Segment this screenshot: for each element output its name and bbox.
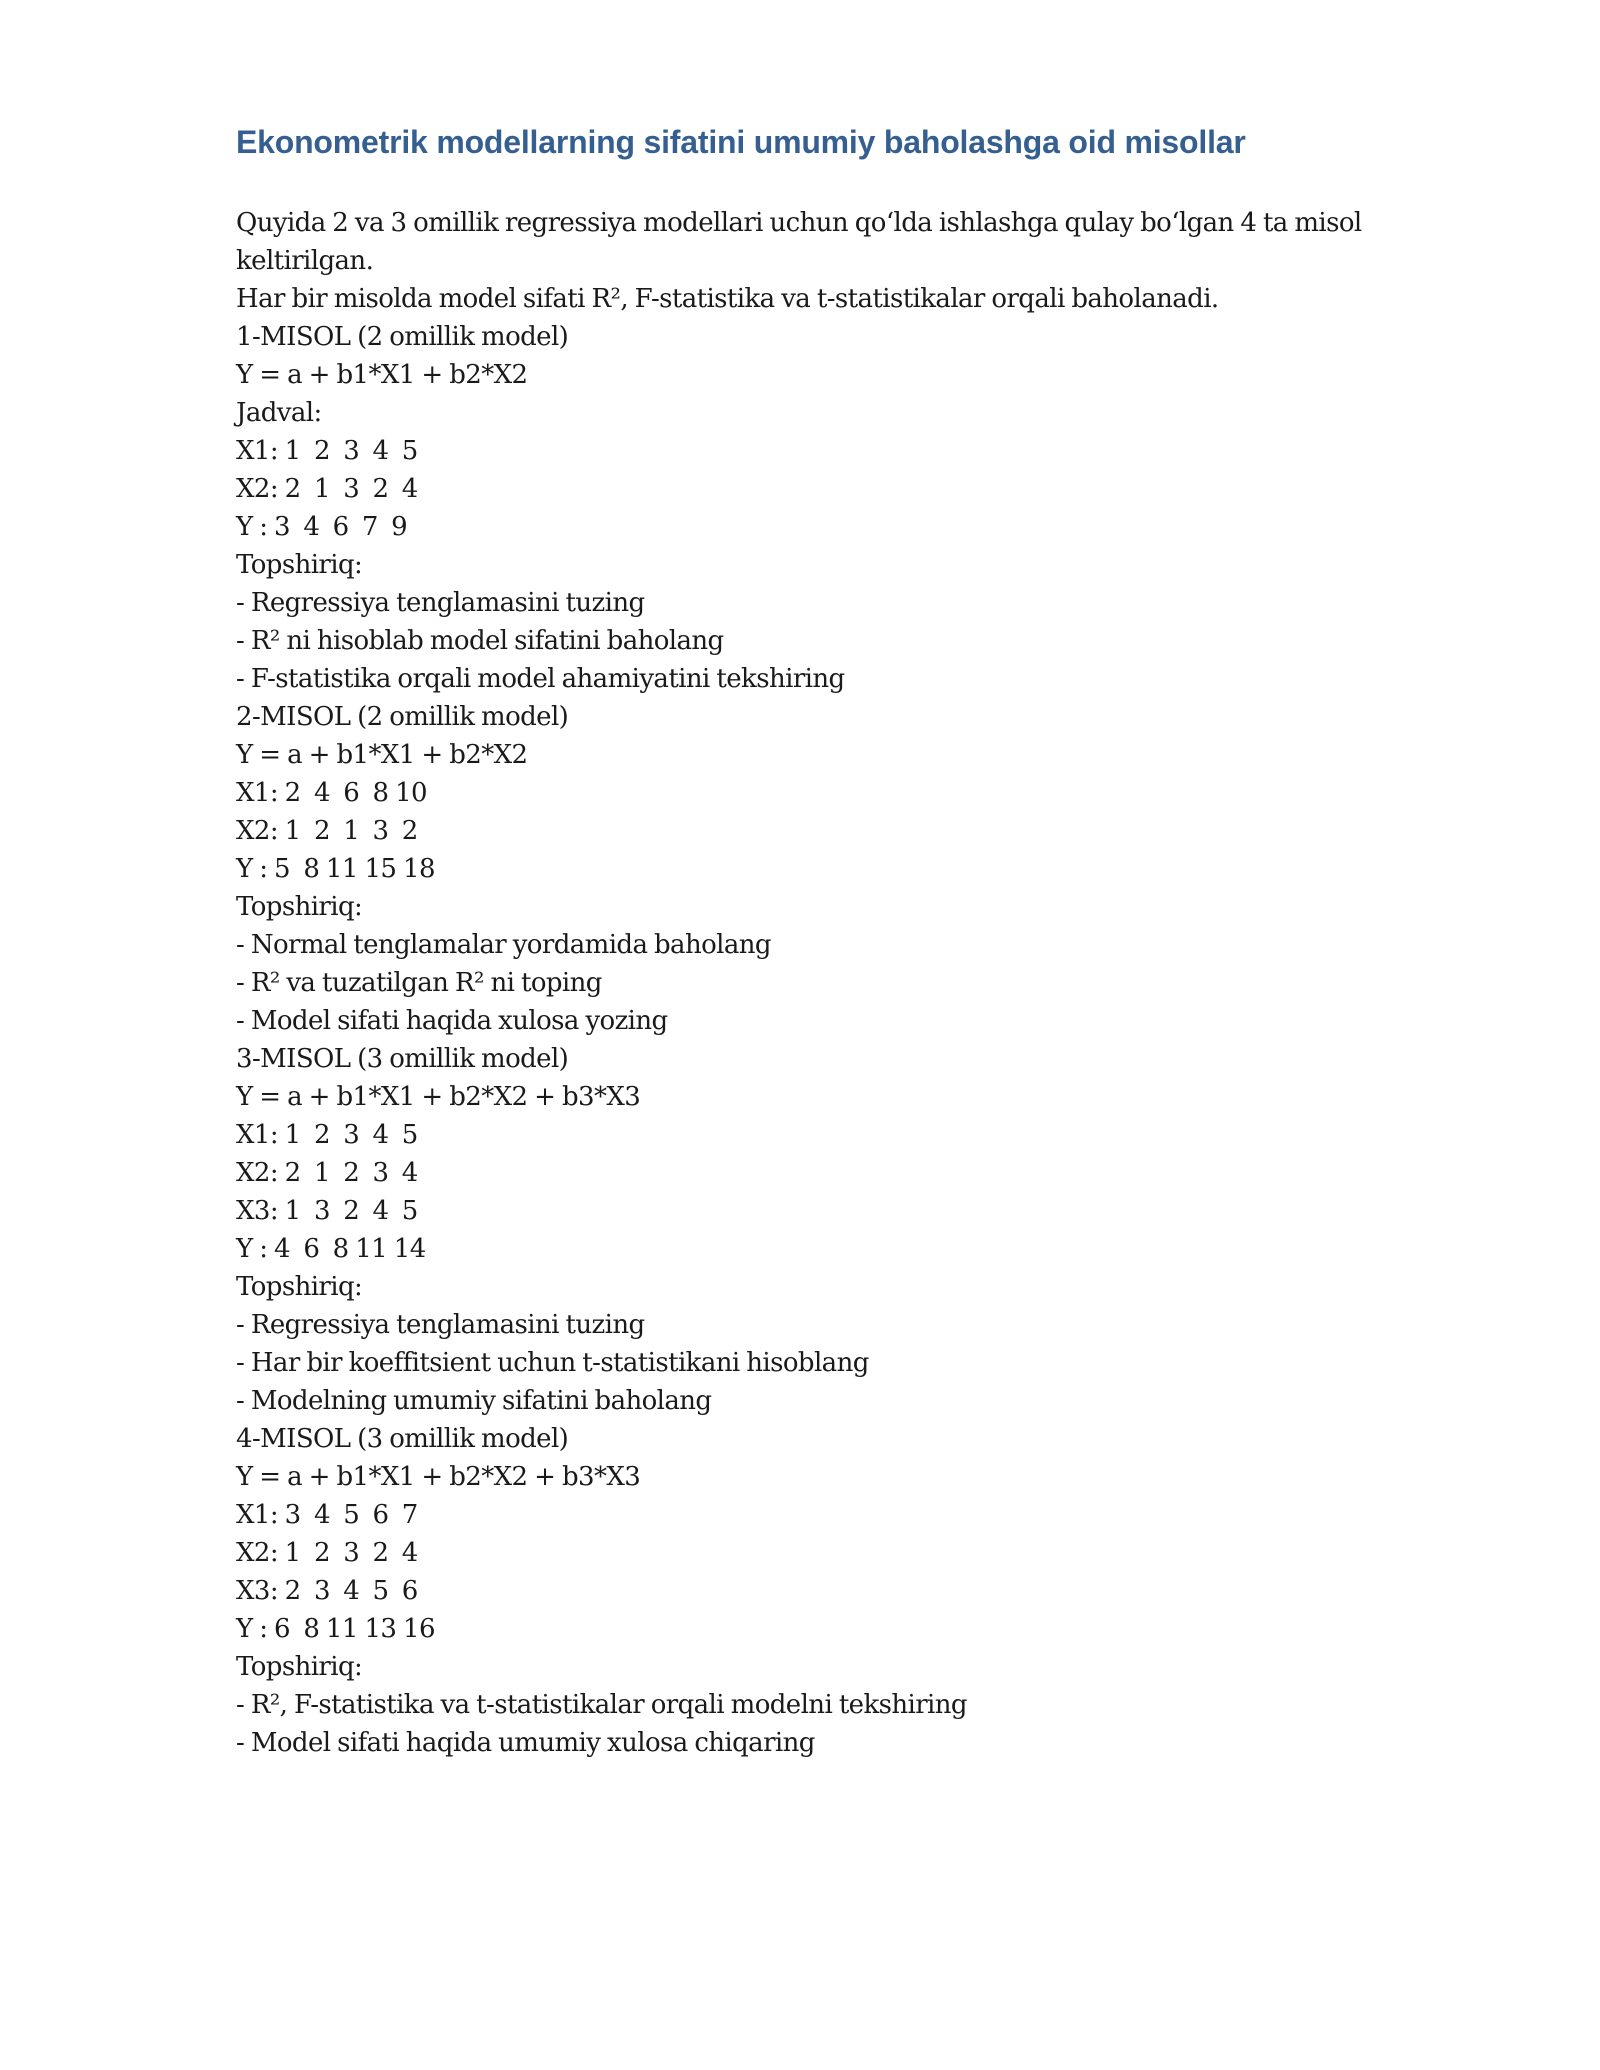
example-4-formula: Y = a + b1*X1 + b2*X2 + b3*X3 — [236, 1462, 641, 1492]
example-1-task-label: Topshiriq: — [236, 550, 363, 580]
example-2-formula: Y = a + b1*X1 + b2*X2 — [236, 740, 528, 770]
example-2-task-3: - Model sifati haqida xulosa yozing — [236, 1006, 668, 1036]
example-3-task-1: - Regressiya tenglamasini tuzing — [236, 1310, 645, 1340]
example-2-task-label: Topshiriq: — [236, 892, 363, 922]
example-2-y-row: Y : 5 8 11 15 18 — [236, 854, 435, 884]
example-1-task-2: - R² ni hisoblab model sifatini baholang — [236, 626, 724, 656]
document-body — [236, 204, 1386, 1762]
example-3-x3-row: X3: 1 3 2 4 5 — [236, 1196, 418, 1226]
example-3-task-label: Topshiriq: — [236, 1272, 363, 1302]
example-3-task-3: - Modelning umumiy sifatini baholang — [236, 1386, 712, 1416]
document-page — [236, 118, 1386, 1762]
example-1-task-1: - Regressiya tenglamasini tuzing — [236, 588, 645, 618]
example-2-heading: 2-MISOL (2 omillik model) — [236, 702, 569, 732]
example-4-y-row: Y : 6 8 11 13 16 — [236, 1614, 435, 1644]
document-title: Ekonometrik modellarning sifatini umumiy baholashga oid misollar — [236, 124, 1246, 160]
example-3-x2-row: X2: 2 1 2 3 4 — [236, 1158, 418, 1188]
example-3-y-row: Y : 4 6 8 11 14 — [236, 1234, 426, 1264]
example-4-task-2: - Model sifati haqida umumiy xulosa chiqaring — [236, 1728, 815, 1758]
example-3-formula: Y = a + b1*X1 + b2*X2 + b3*X3 — [236, 1082, 641, 1112]
example-3-heading: 3-MISOL (3 omillik model) — [236, 1044, 569, 1074]
example-2-x2-row: X2: 1 2 1 3 2 — [236, 816, 418, 846]
example-3-x1-row: X1: 1 2 3 4 5 — [236, 1120, 418, 1150]
example-4-task-label: Topshiriq: — [236, 1652, 363, 1682]
example-4-heading: 4-MISOL (3 omillik model) — [236, 1424, 569, 1454]
example-1-formula: Y = a + b1*X1 + b2*X2 — [236, 360, 528, 390]
example-1-table-label: Jadval: — [236, 398, 322, 428]
intro-paragraph: Quyida 2 va 3 omillik regressiya modellari uchun qo‘lda ishlashga qulay bo‘lgan 4 ta misol keltirilgan. — [236, 208, 1362, 276]
example-1-task-3: - F-statistika orqali model ahamiyatini tekshiring — [236, 664, 845, 694]
example-1-x1-row: X1: 1 2 3 4 5 — [236, 436, 418, 466]
example-3-task-2: - Har bir koeffitsient uchun t-statistikani hisoblang — [236, 1348, 869, 1378]
example-4-x3-row: X3: 2 3 4 5 6 — [236, 1576, 418, 1606]
intro-note: Har bir misolda model sifati R², F-statistika va t-statistikalar orqali baholanadi. — [236, 284, 1219, 314]
example-1-y-row: Y : 3 4 6 7 9 — [236, 512, 408, 542]
example-2-task-2: - R² va tuzatilgan R² ni toping — [236, 968, 602, 998]
example-1-heading: 1-MISOL (2 omillik model) — [236, 322, 569, 352]
example-1-x2-row: X2: 2 1 3 2 4 — [236, 474, 418, 504]
example-2-task-1: - Normal tenglamalar yordamida baholang — [236, 930, 771, 960]
example-4-x1-row: X1: 3 4 5 6 7 — [236, 1500, 418, 1530]
example-4-x2-row: X2: 1 2 3 2 4 — [236, 1538, 418, 1568]
example-4-task-1: - R², F-statistika va t-statistikalar orqali modelni tekshiring — [236, 1690, 967, 1720]
example-2-x1-row: X1: 2 4 6 8 10 — [236, 778, 427, 808]
